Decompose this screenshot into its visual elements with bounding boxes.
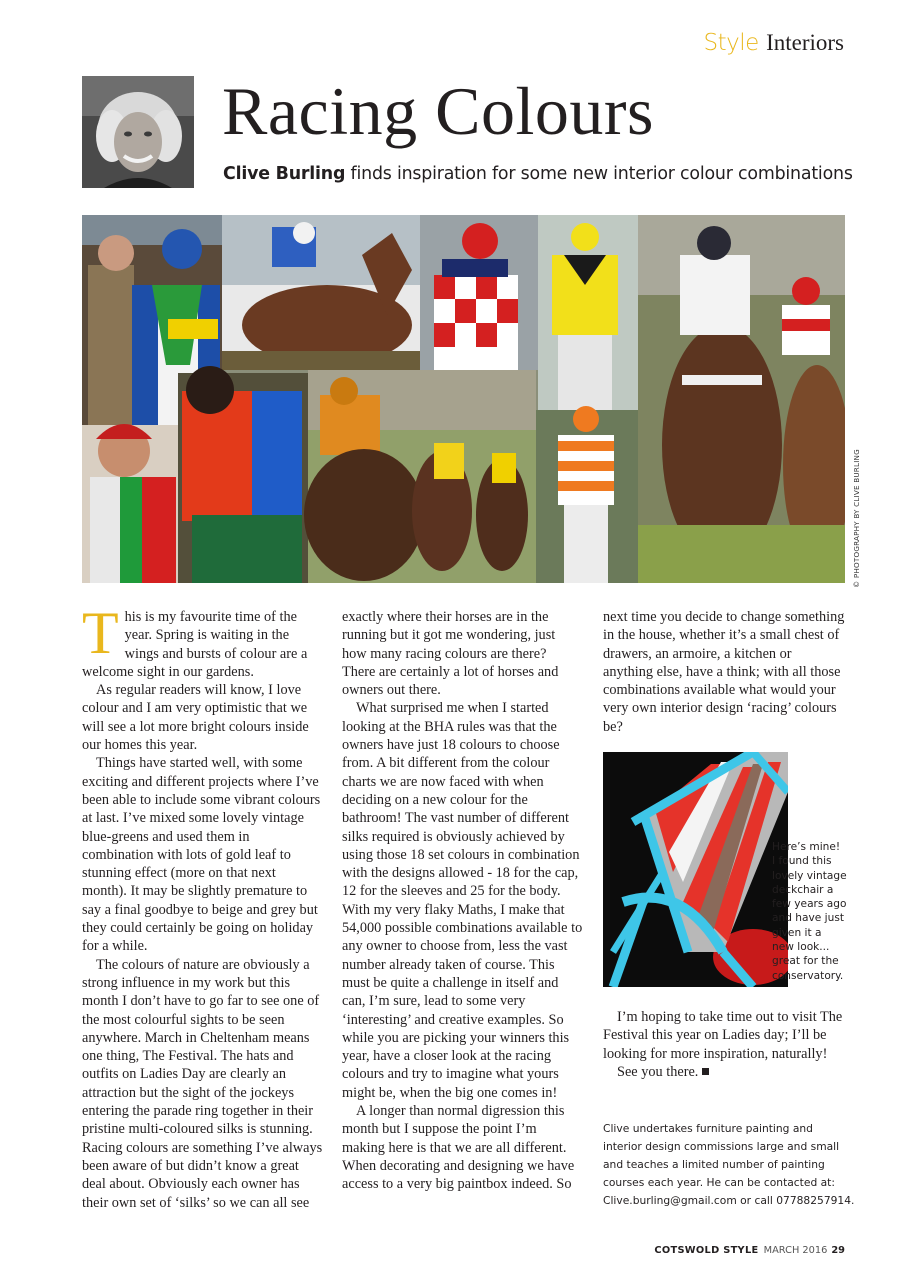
section-header: [703, 30, 844, 56]
article-column-3-continued: [603, 1008, 845, 1081]
deckchair-photo: [603, 752, 788, 987]
author-name: Clive Burling: [223, 164, 346, 184]
deckchair-illustration: [603, 752, 788, 987]
caption-line: Here’s mine!: [772, 841, 841, 853]
caption-line: few years ago: [772, 898, 847, 911]
end-mark-icon: [702, 1068, 709, 1075]
photo-credit: [852, 440, 864, 588]
paragraph: [82, 600, 323, 681]
section-style-label: Style: [703, 30, 759, 56]
caption-line: given it a: [772, 926, 822, 939]
issue-date: MARCH 2016: [763, 1245, 828, 1256]
paragraph: The colours of nature are obviously a strong influence in my work but this month I don’t have to go far to see one of the most colourful sights to be seen anywhere. March in Cheltenham means one thing, The Festival. The hats and outfits on Ladies Day are clearly an attraction but the sight of the jockeys entering the parade ring together in their pristine multi-coloured silks is stunning. Racing colours are something I’ve always been aware of but didn’t know a great deal about. Obviously each owner has their own set of ‘silks’ so we can all see: [82, 956, 323, 1211]
bio-line: and teaches a limited number of painting: [603, 1158, 825, 1171]
standfirst-text: finds inspiration for some new interior colour combinations: [345, 164, 853, 184]
caption-line: I found this: [772, 855, 832, 868]
paragraph: What surprised me when I started looking at the BHA rules was that the owners have just 18 colours to choose from. A bit different from the colour charts we are now faced with when deciding on a new colour for the bathroom! The vast number of different silks required is obviously achieved by using those 18 set colours in combination with the designs allowed - 18 for the cap, 12 for the sleeves and 25 for the body. With my very flaky Maths, I make that 54,000 possible combinations available to any owner to choose from, less the vast number already taken of course. This must be quite a challenge in itself and can, I’m sure, lead to some very ‘interesting’ and creative examples. So while you are picking your winners this year, have a closer look at the racing colours and try to imagine what yours might be, when the big one comes in!: [342, 700, 583, 1101]
deckchair-caption: [772, 840, 850, 983]
paragraph: As regular readers will know, I love colour and I am very optimistic that we will see a lot more bright colours inside our homes this year.: [82, 682, 309, 754]
bio-line: courses each year. He can be contacted at:: [603, 1176, 835, 1189]
sign-off-text: See you there.: [617, 1063, 699, 1080]
bio-line: Clive.burling@gmail.com or call 07788257914.: [603, 1194, 855, 1207]
page-footer: [654, 1245, 845, 1256]
article-title: Racing Colours: [222, 73, 654, 149]
paragraph-text: his is my favourite time of the year. Spring is waiting in the wings and bursts of colour are a welcome sight in our gardens.: [82, 609, 308, 680]
bio-line: Clive undertakes furniture painting and: [603, 1122, 813, 1135]
caption-line: deckchair a: [772, 883, 834, 896]
article-standfirst: [223, 164, 853, 184]
section-name-label: Interiors: [766, 30, 844, 55]
author-portrait-illustration: [82, 76, 194, 188]
paragraph: exactly where their horses are in the running but it got me wondering, just how many racing colours are there? There are certainly a lot of horses and owners out there.: [342, 609, 559, 699]
author-bio: [603, 1120, 853, 1210]
racing-collage-illustration: [82, 215, 845, 583]
caption-line: new look...: [772, 941, 830, 954]
racing-photo-collage: [82, 215, 845, 583]
paragraph: Things have started well, with some exciting and different projects where I’ve been able to include some vibrant colours at last. I’ve mixed some lovely vintage blue-greens and used them in combination with lots of gold leaf to stunning effect (more on that next month). It may be slightly premature to say a final goodbye to beige and grey but they could certainly be going on holiday for a while.: [82, 755, 321, 955]
drop-cap: T: [82, 600, 119, 666]
caption-line: and have just: [772, 912, 844, 925]
caption-line: lovely vintage: [772, 869, 847, 882]
author-portrait: [82, 76, 194, 188]
magazine-name: COTSWOLD STYLE: [654, 1245, 759, 1256]
paragraph: I’m hoping to take time out to visit The Festival this year on Ladies day; I’ll be looking for more inspiration, naturally!: [603, 1009, 843, 1062]
article-column-1: [82, 600, 323, 1212]
photo-credit-text: © PHOTOGRAPHY BY CLIVE BURLING: [852, 449, 861, 588]
article-column-2: [342, 608, 583, 1194]
page-number: 29: [831, 1245, 845, 1256]
paragraph: A longer than normal digression this month but I suppose the point I’m making here is that we are all different. When decorating and designing we have access to a very big paintbox indeed. So: [342, 1103, 575, 1193]
paragraph: [603, 1063, 845, 1081]
caption-line: conservatory.: [772, 969, 844, 982]
paragraph: next time you decide to change something in the house, whether it’s a small chest of drawers, an armoire, a kitchen or anything else, have a think; with all those combinations available what would your very own interior design ‘racing’ colours be?: [603, 609, 845, 735]
bio-line: interior design commissions large and small: [603, 1140, 840, 1153]
article-column-3: [603, 608, 845, 736]
caption-line: great for the: [772, 955, 839, 968]
